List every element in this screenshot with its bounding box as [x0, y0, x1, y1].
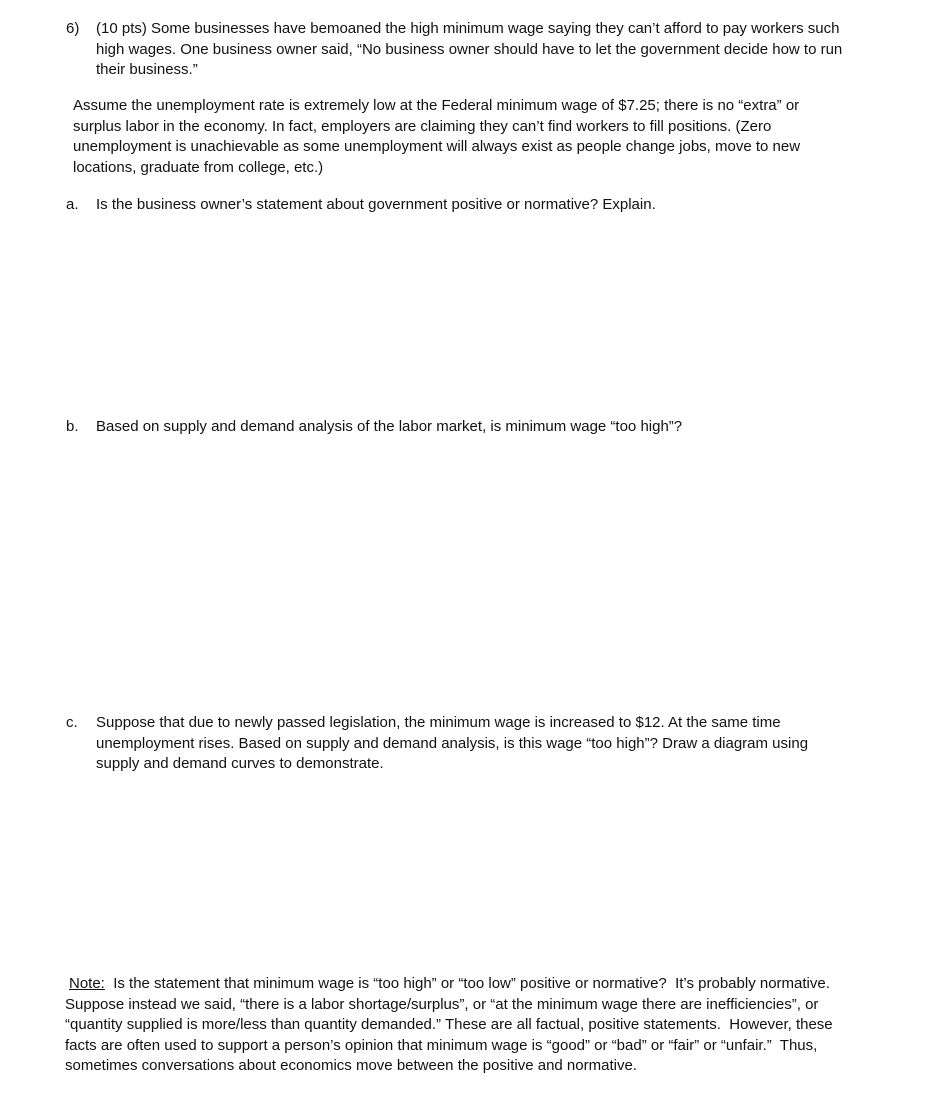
note-paragraph: [65, 974, 840, 1077]
part-a-text: Is the business owner’s statement about government positive or normative? Explain.: [96, 196, 656, 213]
part-c-label: c.: [66, 714, 78, 731]
question-number: 6): [66, 20, 80, 37]
context-paragraph: Assume the unemployment rate is extremely low at the Federal minimum wage of $7.25; there is no “extra” or surplus labor in the economy. In fact, employers are claiming they can’t find workers to fill positions. (Zero unemployment is unachievable as some unemployment will always exist as people change jobs, move to new locations, graduate from college, etc.): [73, 97, 801, 176]
part-b-text: Based on supply and demand analysis of the labor market, is minimum wage “too high”?: [96, 418, 683, 435]
question-prompt: (10 pts) Some businesses have bemoaned the high minimum wage saying they can’t afford to pay workers such high wages. One business owner said, “No business owner should have to let the government decide how to run their business.”: [96, 20, 843, 78]
part-b-label: b.: [66, 418, 79, 435]
part-c-text: Suppose that due to newly passed legislation, the minimum wage is increased to $12. At the same time unemployment rises. Based on supply and demand analysis, is this wage “too high”? Draw a diagram using supply and demand curves to demonstrate.: [96, 714, 809, 772]
note-text: Is the statement that minimum wage is “too high” or “too low” positive or normative? It’s probably normative. Suppose instead we said, “there is a labor shortage/surplus”, or “at the minimum wage there are inefficiencies”, or “quantity supplied is more/less than quantity demanded.” These are all factual, positive statements. However, these facts are often used to support a person’s opinion that minimum wage is “good” or “bad” or “fair” or “unfair.” Thus, sometimes conversations about economics move between the positive and normative.: [65, 975, 839, 1074]
part-a-label: a.: [66, 196, 79, 213]
note-label: Note:: [69, 975, 105, 992]
